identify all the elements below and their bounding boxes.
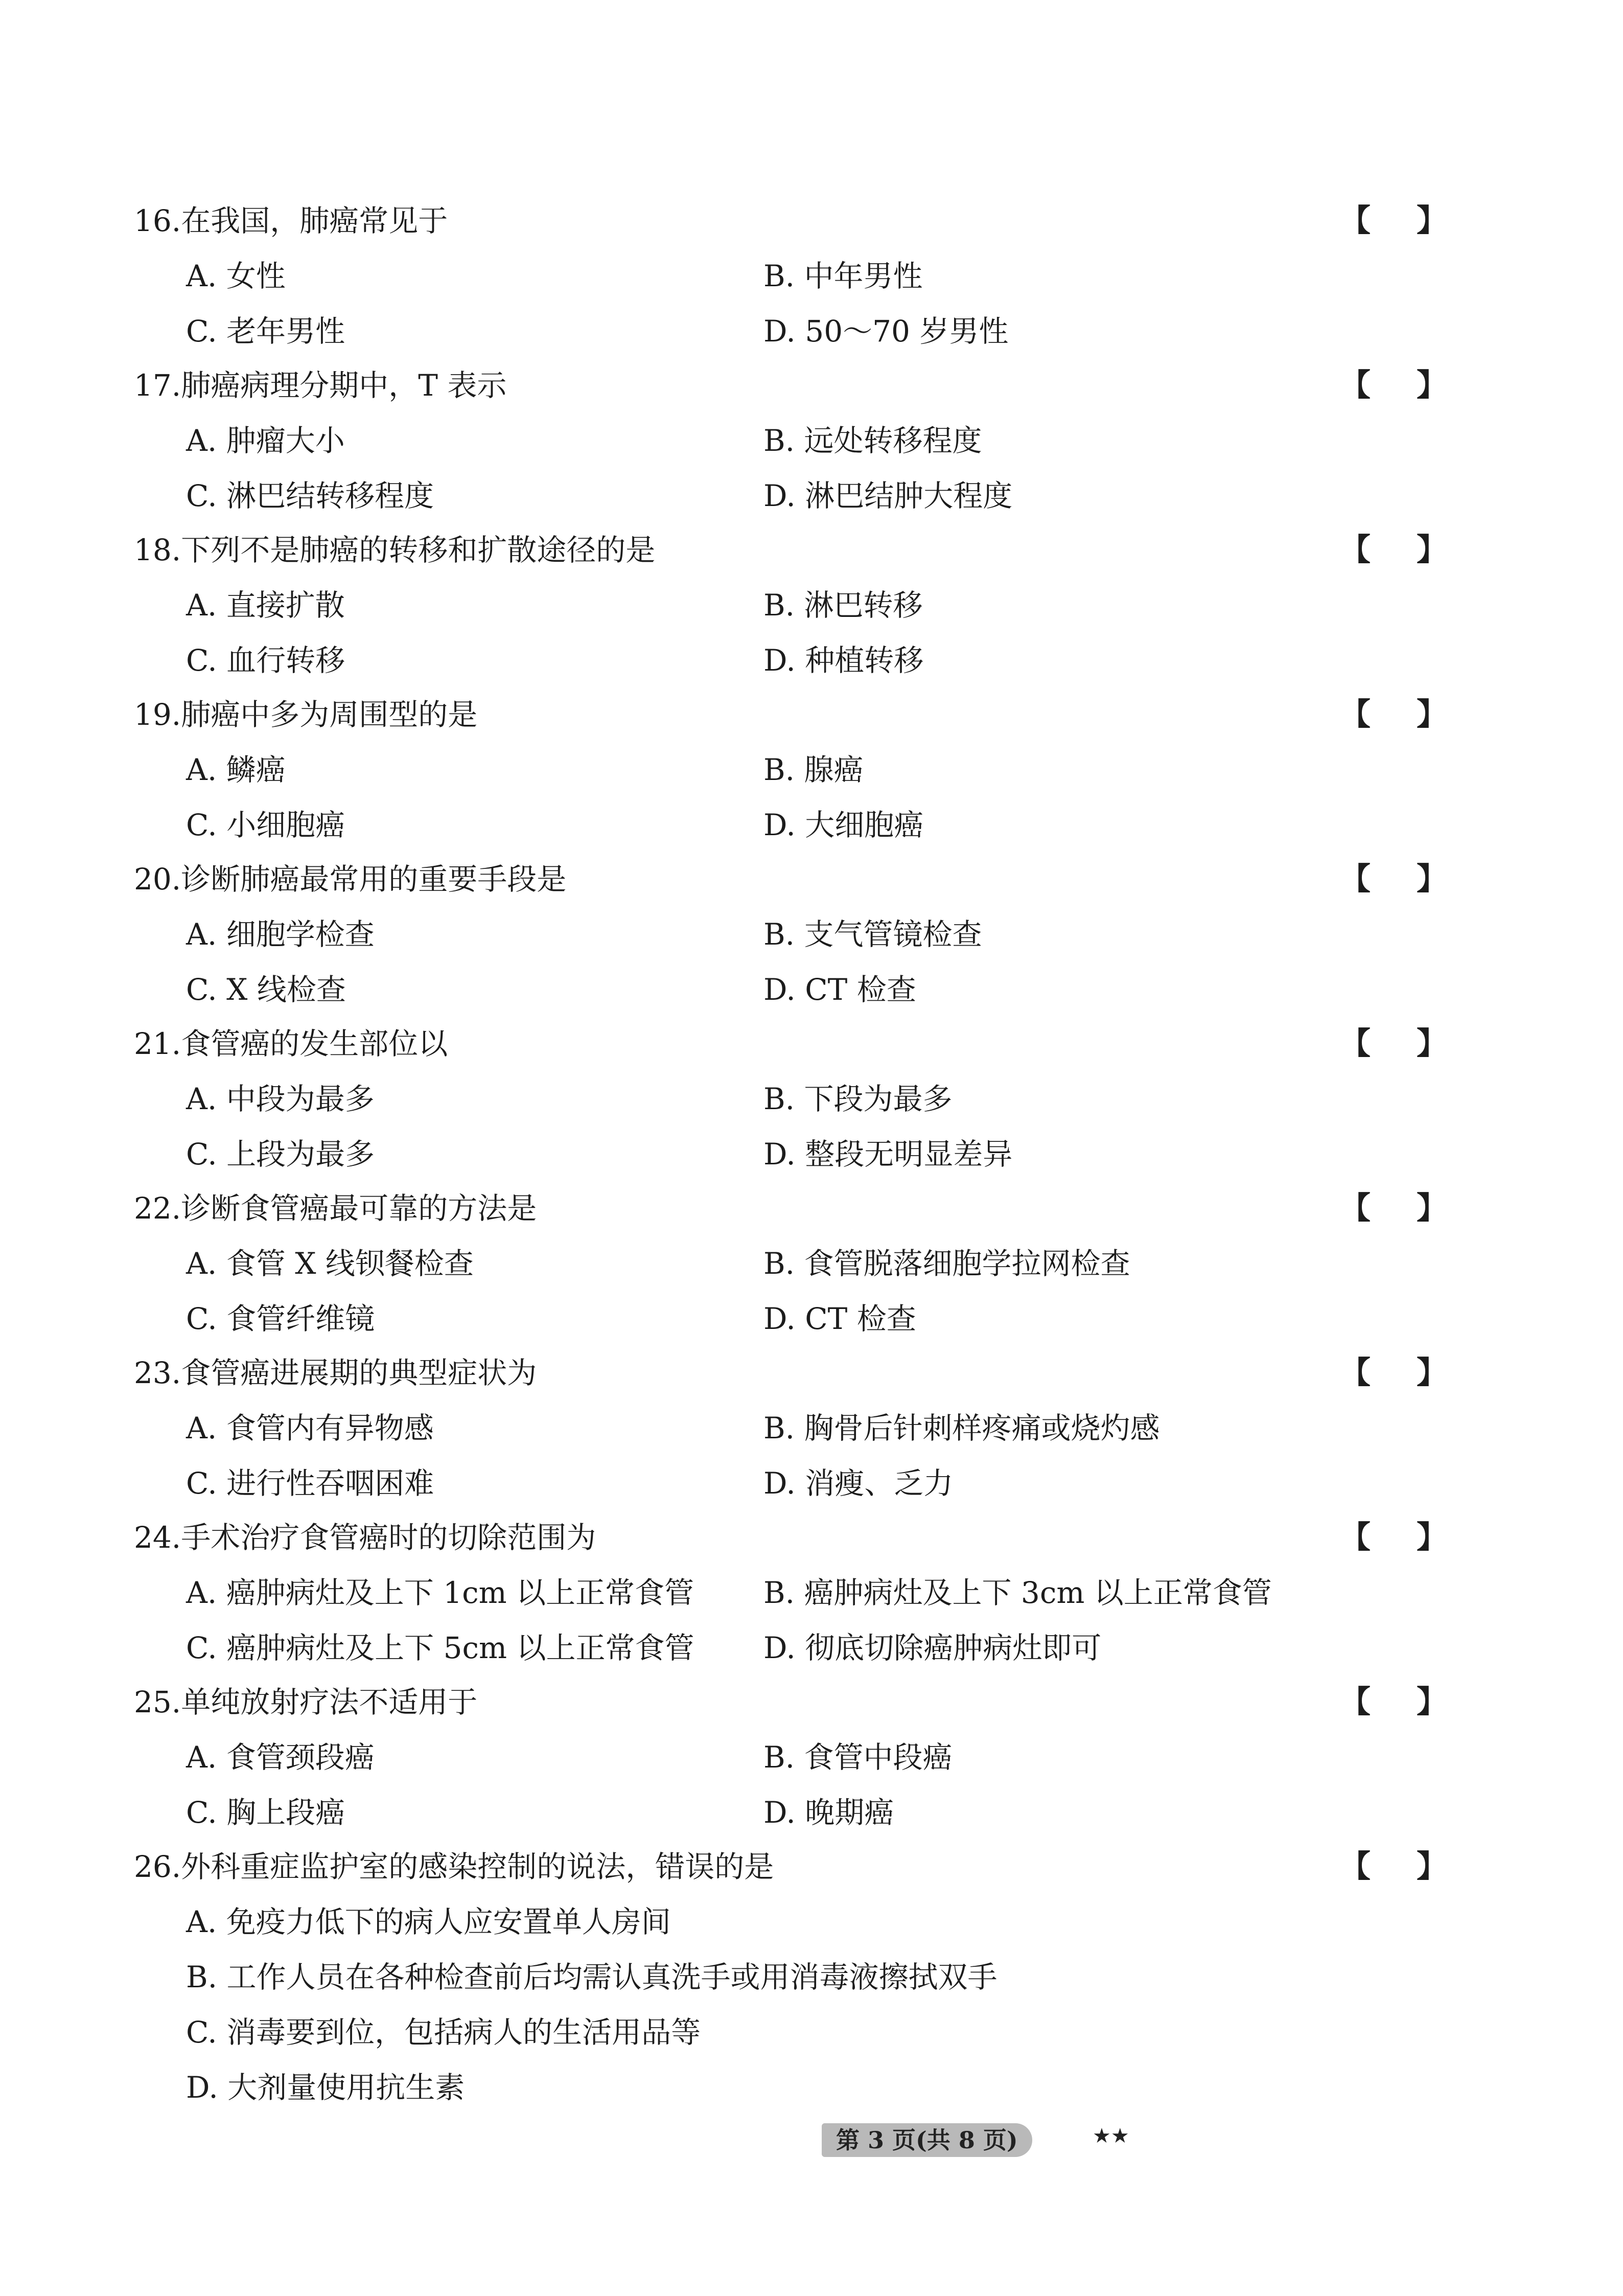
question-22 <box>134 1181 1452 1346</box>
answer-bracket[interactable] <box>1340 1181 1447 1236</box>
question-number: 18. <box>134 533 181 567</box>
question-text: 食管癌的发生部位以 <box>181 1026 448 1061</box>
question-18 <box>134 522 1452 688</box>
option-row <box>134 1785 1452 1840</box>
option-c: C. 上段为最多 <box>186 1137 375 1172</box>
answer-bracket-open: 【 <box>1340 1026 1371 1062</box>
option-b: B. 支气管镜检查 <box>763 917 982 952</box>
question-stem <box>134 1181 1452 1236</box>
star-decoration-icon: ★★ <box>1093 2124 1129 2148</box>
option-row <box>134 1456 1452 1511</box>
answer-bracket[interactable] <box>1340 522 1447 578</box>
option-a: A. 细胞学检查 <box>186 917 375 952</box>
option-row <box>134 1620 1452 1675</box>
question-number: 20. <box>134 862 181 897</box>
page-number-label: 第 3 页(共 8 页) <box>822 2123 1032 2157</box>
answer-bracket-close: 】 <box>1417 1520 1447 1555</box>
option-row <box>134 304 1452 359</box>
option-d: D. CT 检查 <box>763 1301 916 1336</box>
option-d: D. CT 检查 <box>763 972 916 1007</box>
option-b: B. 癌肿病灶及上下 3cm 以上正常食管 <box>763 1575 1272 1610</box>
option-a: A. 鳞癌 <box>186 752 286 787</box>
question-stem <box>134 852 1452 907</box>
question-text: 食管癌进展期的典型症状为 <box>181 1356 537 1390</box>
answer-bracket-close: 】 <box>1417 1355 1447 1391</box>
question-text: 诊断肺癌最常用的重要手段是 <box>181 862 567 897</box>
option-row <box>134 1565 1452 1620</box>
option-b: B. 食管脱落细胞学拉网检查 <box>763 1246 1130 1281</box>
option-b: B. 远处转移程度 <box>763 423 982 458</box>
answer-bracket[interactable] <box>1340 852 1447 907</box>
question-stem <box>134 1510 1452 1565</box>
question-text: 单纯放射疗法不适用于 <box>181 1685 478 1719</box>
option-a: A. 食管颈段癌 <box>186 1740 375 1775</box>
question-number: 19. <box>134 697 181 732</box>
option-c: C. 进行性吞咽困难 <box>186 1466 434 1501</box>
option-c: C. 老年男性 <box>186 314 345 349</box>
option-row <box>134 1894 1452 1949</box>
option-a: A. 食管 X 线钡餐检查 <box>186 1246 474 1281</box>
option-c: C. 癌肿病灶及上下 5cm 以上正常食管 <box>186 1631 694 1665</box>
answer-bracket[interactable] <box>1340 1839 1447 1894</box>
option-row <box>134 468 1452 523</box>
question-stem <box>134 1345 1452 1400</box>
question-text: 外科重症监护室的感染控制的说法，错误的是 <box>181 1849 774 1884</box>
option-row <box>134 248 1452 304</box>
option-a: A. 女性 <box>186 259 286 293</box>
option-b: B. 工作人员在各种检查前后均需认真洗手或用消毒液擦拭双手 <box>186 1960 998 1994</box>
answer-bracket-open: 【 <box>1340 861 1371 897</box>
option-c: C. X 线检查 <box>186 972 346 1007</box>
answer-bracket-close: 】 <box>1417 1849 1447 1885</box>
question-21 <box>134 1016 1452 1182</box>
answer-bracket-open: 【 <box>1340 697 1371 732</box>
answer-bracket-close: 】 <box>1417 861 1447 897</box>
option-c: C. 胸上段癌 <box>186 1795 345 1830</box>
option-a: A. 中段为最多 <box>186 1082 375 1116</box>
answer-bracket-open: 【 <box>1340 1190 1371 1226</box>
option-a: A. 直接扩散 <box>186 588 345 623</box>
option-row <box>134 742 1452 797</box>
answer-bracket[interactable] <box>1340 1016 1447 1071</box>
answer-bracket-open: 【 <box>1340 368 1371 403</box>
question-number: 24. <box>134 1520 181 1555</box>
option-b: B. 淋巴转移 <box>763 588 923 623</box>
question-stem <box>134 193 1452 248</box>
option-d: D. 消瘦、乏力 <box>763 1466 954 1501</box>
question-16 <box>134 193 1452 359</box>
question-17 <box>134 358 1452 523</box>
question-20 <box>134 852 1452 1017</box>
option-d: D. 晚期癌 <box>763 1795 894 1830</box>
answer-bracket-open: 【 <box>1340 1520 1371 1555</box>
question-text: 肺癌中多为周围型的是 <box>181 697 478 732</box>
question-number: 17. <box>134 368 181 403</box>
option-c: C. 血行转移 <box>186 643 345 678</box>
option-a: A. 肿瘤大小 <box>186 423 345 458</box>
option-c: C. 消毒要到位，包括病人的生活用品等 <box>186 2015 701 2050</box>
option-row <box>134 1291 1452 1346</box>
question-text: 在我国，肺癌常见于 <box>181 203 448 238</box>
question-26 <box>134 1839 1452 2115</box>
question-text: 手术治疗食管癌时的切除范围为 <box>181 1520 596 1555</box>
option-row <box>134 1127 1452 1182</box>
question-number: 22. <box>134 1191 181 1226</box>
option-row <box>134 413 1452 468</box>
option-b: B. 下段为最多 <box>763 1082 953 1116</box>
question-text: 下列不是肺癌的转移和扩散途径的是 <box>181 533 656 567</box>
answer-bracket-close: 】 <box>1417 1190 1447 1226</box>
option-a: A. 食管内有异物感 <box>186 1411 434 1445</box>
question-number: 25. <box>134 1685 181 1719</box>
option-row <box>134 2005 1452 2060</box>
option-row <box>134 1071 1452 1127</box>
option-row <box>134 1949 1452 2005</box>
option-row <box>134 578 1452 633</box>
question-stem <box>134 1674 1452 1730</box>
question-stem <box>134 1016 1452 1071</box>
answer-bracket-close: 】 <box>1417 368 1447 403</box>
answer-bracket-close: 】 <box>1417 203 1447 239</box>
answer-bracket-open: 【 <box>1340 532 1371 568</box>
answer-bracket[interactable] <box>1340 1510 1447 1565</box>
question-19 <box>134 687 1452 853</box>
answer-bracket-close: 】 <box>1417 532 1447 568</box>
option-row <box>134 797 1452 853</box>
question-stem <box>134 687 1452 742</box>
question-number: 23. <box>134 1356 181 1390</box>
option-a: A. 免疫力低下的病人应安置单人房间 <box>186 1904 671 1939</box>
option-b: B. 中年男性 <box>763 259 923 293</box>
question-stem <box>134 1839 1452 1894</box>
option-d: D. 大剂量使用抗生素 <box>186 2070 465 2105</box>
option-d: D. 50～70 岁男性 <box>763 314 1009 349</box>
option-d: D. 彻底切除癌肿病灶即可 <box>763 1631 1102 1665</box>
answer-bracket[interactable] <box>1340 193 1447 248</box>
question-text: 肺癌病理分期中，T 表示 <box>181 368 507 403</box>
option-c: C. 食管纤维镜 <box>186 1301 375 1336</box>
answer-bracket[interactable] <box>1340 1674 1447 1730</box>
option-d: D. 大细胞癌 <box>763 808 924 842</box>
page-footer <box>822 2123 1129 2163</box>
option-d: D. 淋巴结肿大程度 <box>763 478 1013 513</box>
question-23 <box>134 1345 1452 1511</box>
option-row <box>134 633 1452 688</box>
option-row <box>134 1400 1452 1456</box>
answer-bracket[interactable] <box>1340 358 1447 413</box>
question-24 <box>134 1510 1452 1675</box>
answer-bracket-close: 】 <box>1417 1026 1447 1062</box>
option-row <box>134 1236 1452 1291</box>
option-c: C. 小细胞癌 <box>186 808 345 842</box>
option-b: B. 胸骨后针刺样疼痛或烧灼感 <box>763 1411 1160 1445</box>
option-a: A. 癌肿病灶及上下 1cm 以上正常食管 <box>186 1575 694 1610</box>
option-c: C. 淋巴结转移程度 <box>186 478 434 513</box>
option-row <box>134 907 1452 962</box>
answer-bracket-open: 【 <box>1340 1355 1371 1391</box>
answer-bracket-open: 【 <box>1340 203 1371 239</box>
question-25 <box>134 1674 1452 1840</box>
option-row <box>134 2060 1452 2115</box>
option-row <box>134 1730 1452 1785</box>
question-stem <box>134 358 1452 413</box>
option-row <box>134 962 1452 1017</box>
answer-bracket-open: 【 <box>1340 1849 1371 1885</box>
option-d: D. 整段无明显差异 <box>763 1137 1013 1172</box>
answer-bracket[interactable] <box>1340 687 1447 742</box>
question-number: 16. <box>134 203 181 238</box>
answer-bracket[interactable] <box>1340 1345 1447 1400</box>
question-text: 诊断食管癌最可靠的方法是 <box>181 1191 537 1226</box>
question-number: 21. <box>134 1026 181 1061</box>
option-d: D. 种植转移 <box>763 643 924 678</box>
question-stem <box>134 522 1452 578</box>
option-b: B. 食管中段癌 <box>763 1740 953 1775</box>
answer-bracket-close: 】 <box>1417 1684 1447 1720</box>
question-number: 26. <box>134 1849 181 1884</box>
option-b: B. 腺癌 <box>763 752 864 787</box>
answer-bracket-open: 【 <box>1340 1684 1371 1720</box>
answer-bracket-close: 】 <box>1417 697 1447 732</box>
